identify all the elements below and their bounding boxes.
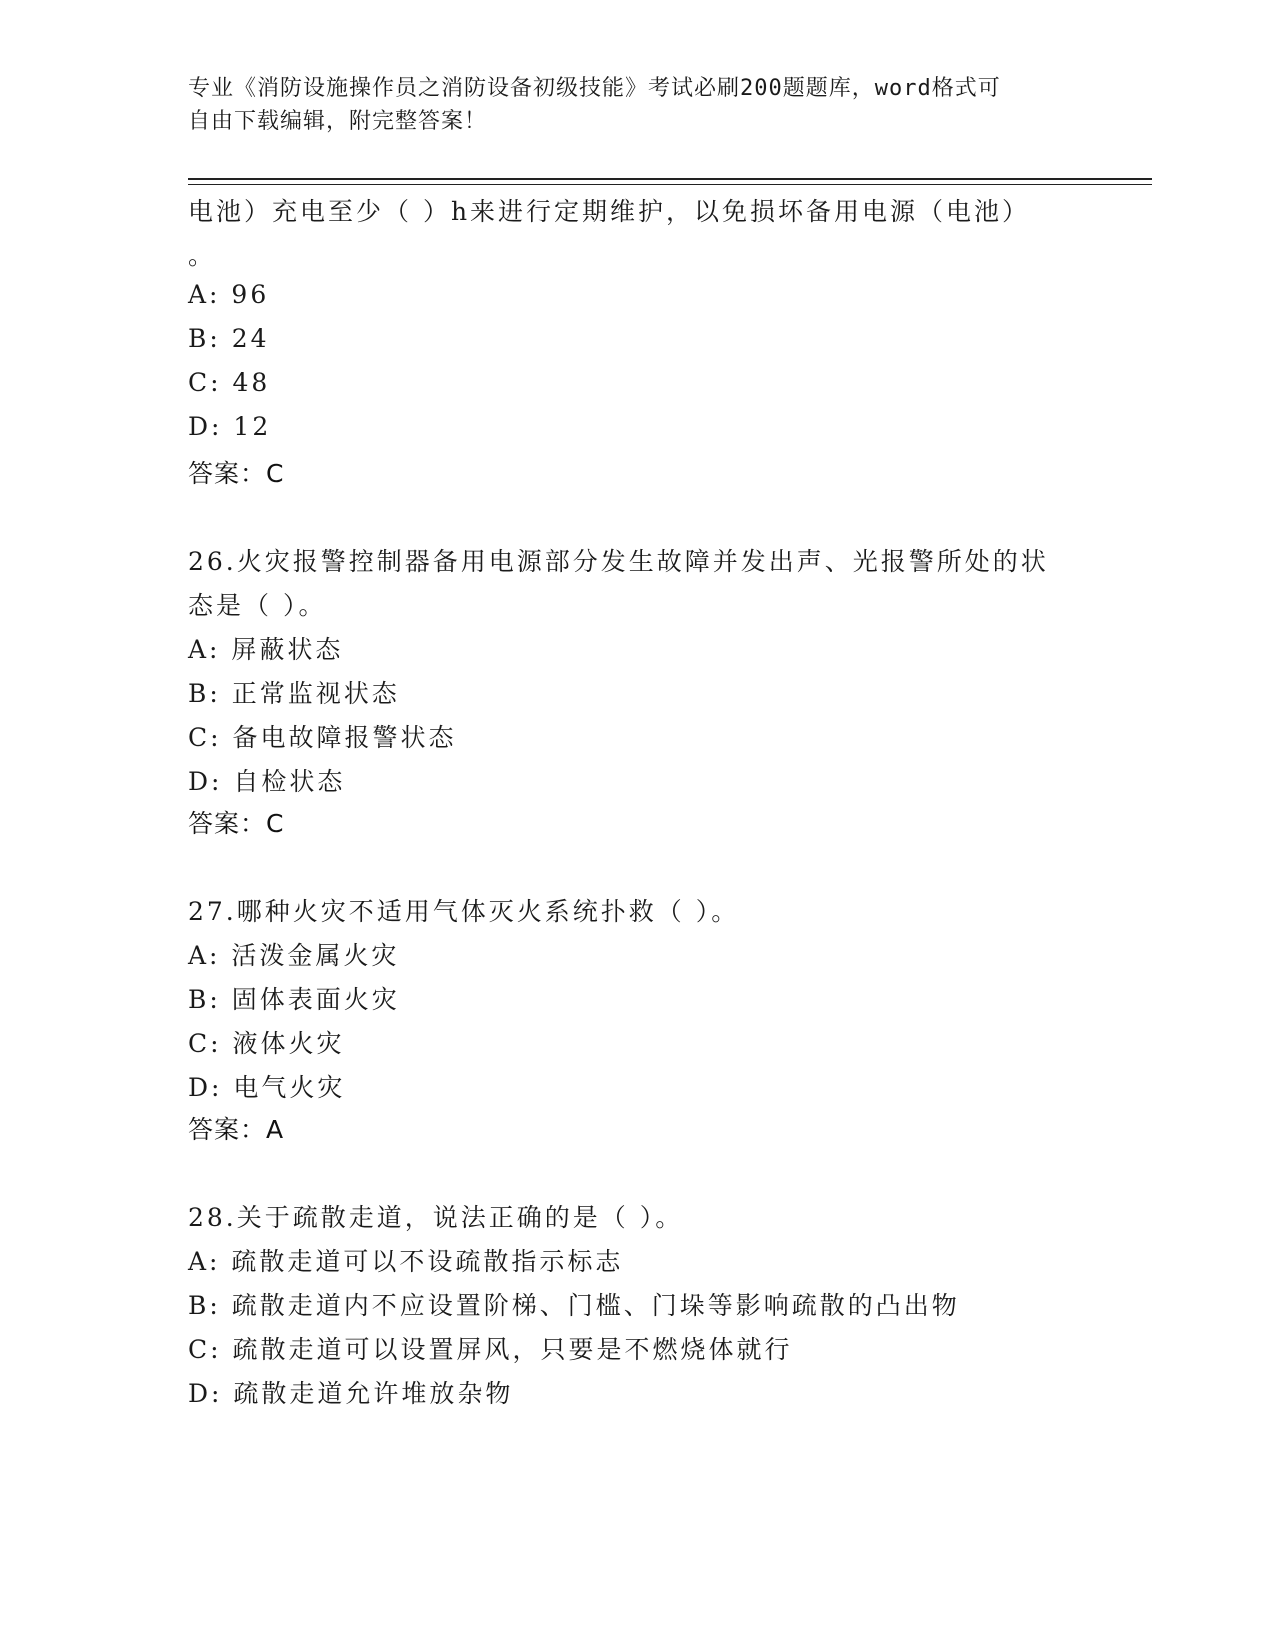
question-25-answer: 答案：C xyxy=(188,459,285,488)
question-26-option-b: B: 正常监视状态 xyxy=(188,679,400,708)
header-rule-thick xyxy=(188,178,1152,180)
question-27-option-d: D: 电气火灾 xyxy=(188,1073,346,1102)
question-25-text-line-1: 电池）充电至少（ ）h来进行定期维护，以免损坏备用电源（电池） xyxy=(188,197,1031,226)
question-28-option-a: A: 疏散走道可以不设疏散指示标志 xyxy=(188,1247,624,1276)
document-header xyxy=(188,72,1068,138)
question-27-text-line-1: 27.哪种火灾不适用气体灭火系统扑救（ ）。 xyxy=(188,897,740,926)
question-26-text-line-2: 态是（ ）。 xyxy=(188,591,327,620)
question-26-option-c: C: 备电故障报警状态 xyxy=(188,723,457,752)
question-28-option-d: D: 疏散走道允许堆放杂物 xyxy=(188,1379,514,1408)
header-line-1: 专业《消防设施操作员之消防设备初级技能》考试必刷200题题库，word格式可 xyxy=(188,76,1001,101)
question-25-option-b: B: 24 xyxy=(188,324,270,353)
question-27-answer: 答案：A xyxy=(188,1115,285,1144)
question-26-option-d: D: 自检状态 xyxy=(188,767,346,796)
header-line-2: 自由下载编辑，附完整答案！ xyxy=(188,109,488,134)
header-rule-thin xyxy=(188,184,1152,185)
question-28-option-c: C: 疏散走道可以设置屏风，只要是不燃烧体就行 xyxy=(188,1335,793,1364)
question-27-option-c: C: 液体火灾 xyxy=(188,1029,345,1058)
question-25-option-c: C: 48 xyxy=(188,368,271,397)
question-27-option-a: A: 活泼金属火灾 xyxy=(188,941,400,970)
question-28-option-b: B: 疏散走道内不应设置阶梯、门槛、门垛等影响疏散的凸出物 xyxy=(188,1291,960,1320)
question-26-option-a: A: 屏蔽状态 xyxy=(188,635,344,664)
question-25-option-d: D: 12 xyxy=(188,412,272,441)
question-26-text-line-1: 26.火灾报警控制器备用电源部分发生故障并发出声、光报警所处的状 xyxy=(188,547,1049,576)
question-27-option-b: B: 固体表面火灾 xyxy=(188,985,400,1014)
question-25-text-line-2: 。 xyxy=(188,241,217,270)
question-25-option-a: A: 96 xyxy=(188,280,270,309)
question-28-text-line-1: 28.关于疏散走道，说法正确的是（ ）。 xyxy=(188,1203,684,1232)
question-26-answer: 答案：C xyxy=(188,809,285,838)
